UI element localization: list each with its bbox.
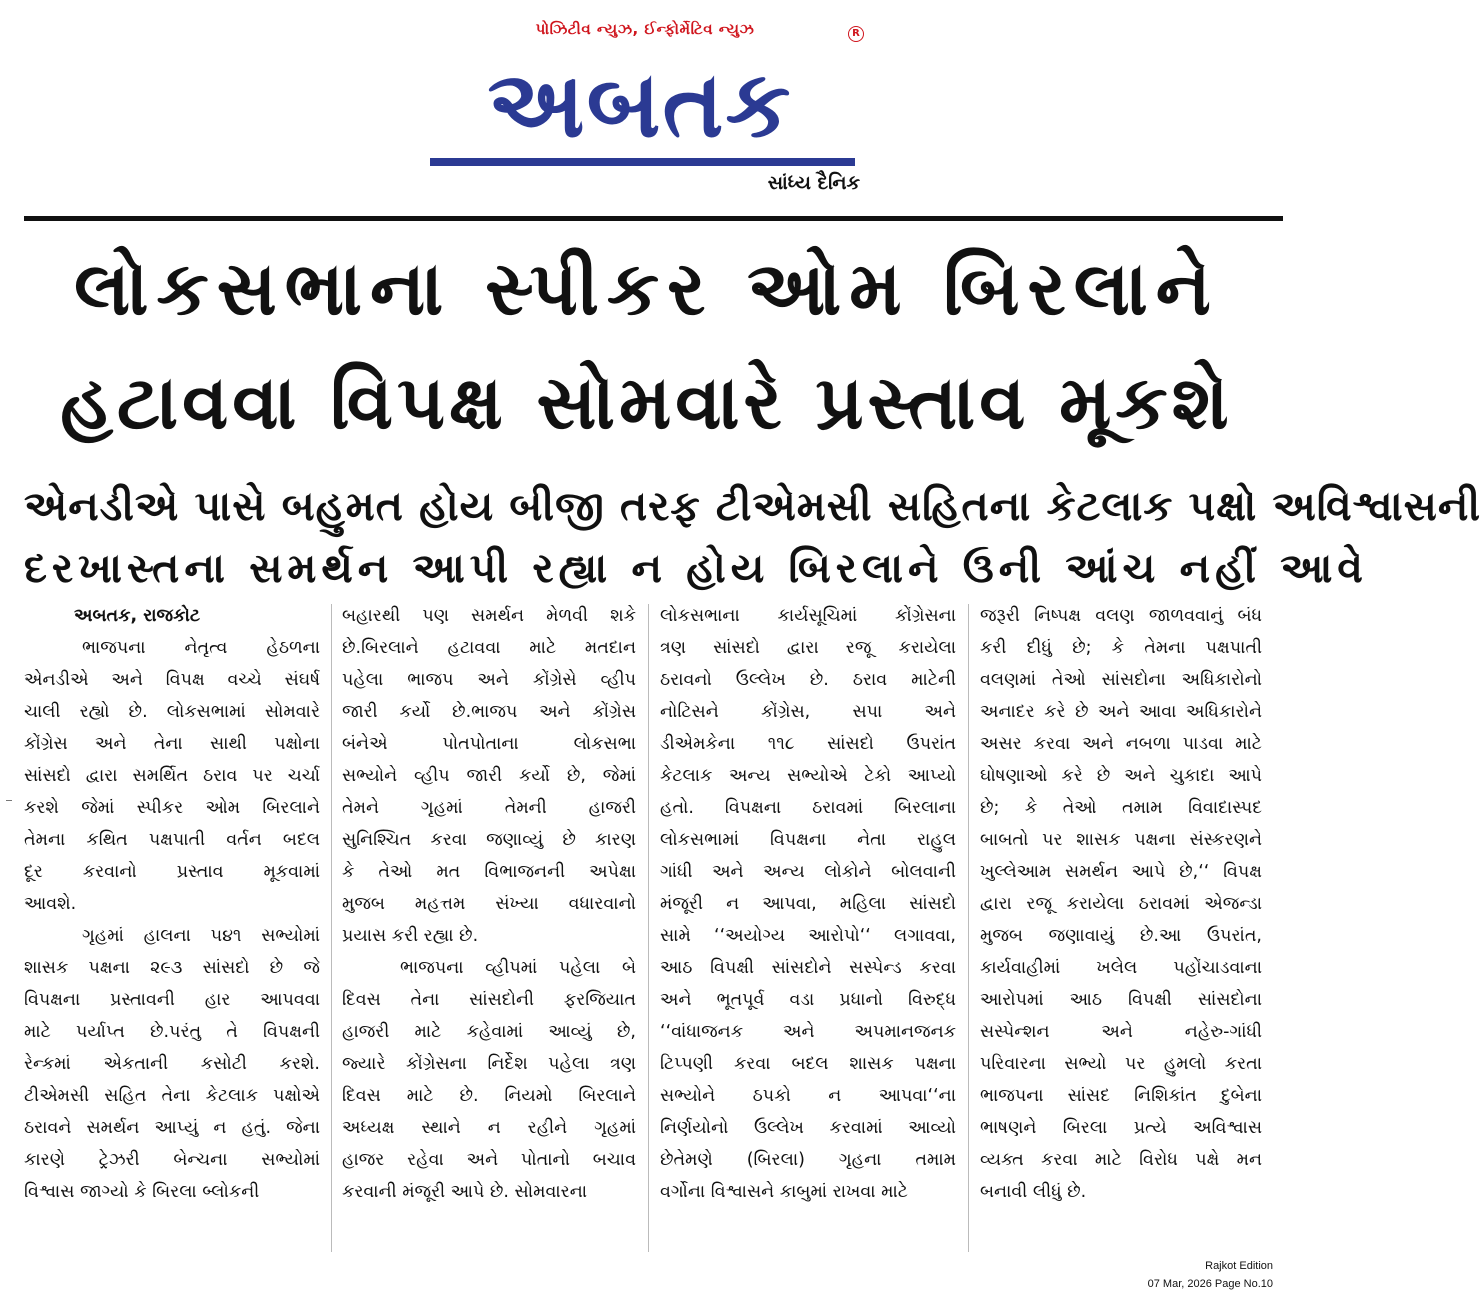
article-line: ભાજપના નેતૃત્વ હેઠળના — [82, 638, 320, 658]
footer-edition: Rajkot Edition — [1205, 1260, 1273, 1272]
article-line: ચાલી રહ્યો છે. લોકસભામાં સોમવારે — [24, 702, 320, 722]
masthead-logo-text: અબતક — [487, 51, 793, 158]
article-line: ત્રણ સાંસદો દ્વારા રજૂ કરાયેલા — [660, 638, 956, 658]
article-line: અનાદર કરે છે અને આવા અધિકારોને — [980, 702, 1262, 722]
article-line: વર્ગોના વિશ્વાસને કાબુમાં રાખવા માટે — [660, 1182, 908, 1202]
article-line: પ્રયાસ કરી રહ્યા છે. — [342, 926, 479, 946]
article-line: માટે પર્યાપ્ત છે.પરંતુ તે વિપક્ષની — [24, 1022, 320, 1042]
article-line: બહારથી પણ સમર્થન મેળવી શકે — [342, 606, 636, 626]
article-line: ભાજપના સાંસદ નિશિકાંત દુબેના — [980, 1086, 1262, 1106]
article-line: મુજબ જણાવાયું છે.આ ઉપરાંત, — [980, 926, 1262, 946]
article-line: ‘‘વાંધાજનક અને અપમાનજનક — [660, 1022, 956, 1042]
article-line: ગાંધી અને અન્ય લોકોને બોલવાની — [660, 862, 956, 882]
article-line: શાસક પક્ષના ૨૯૩ સાંસદો છે જે — [24, 958, 320, 978]
article-line: બંનેએ પોતપોતાના લોકસભા — [342, 734, 636, 754]
article-line: લોકસભાના કાર્યસૂચિમાં કોંગ્રેસના — [660, 606, 956, 626]
masthead-subtitle: સાંધ્ય દૈનિક — [767, 172, 860, 194]
article-line: આવશે. — [24, 894, 77, 914]
article-line: કરી દીધું છે; કે તેમના પક્ષપાતી — [980, 638, 1262, 658]
subheadline-line-2: દરખાસ્તના સમર્થન આપી રહ્યા ન હોય બિરલાને ઉની આંચ નહીં આવે — [24, 544, 1368, 592]
registered-mark-icon: R — [848, 26, 864, 42]
article-line: કરવાની મંજૂરી આપે છે. સોમવારના — [342, 1182, 588, 1202]
article-line: લોકસભામાં વિપક્ષના નેતા રાહુલ — [660, 830, 956, 850]
article-line: આઠ વિપક્ષી સાંસદોને સસ્પેન્ડ કરવા — [660, 958, 956, 978]
article-line: કાર્યવાહીમાં ખલેલ પહોંચાડવાના — [980, 958, 1262, 978]
article-line: નિર્ણયોનો ઉલ્લેખ કરવામાં આવ્યો — [660, 1118, 956, 1138]
article-line: મુજબ મહત્તમ સંખ્યા વધારવાનો — [342, 894, 636, 914]
article-line: હાજર રહેવા અને પોતાનો બચાવ — [342, 1150, 636, 1170]
column-1-body — [24, 632, 320, 1208]
article-line: ભાજપના વ્હીપમાં પહેલા બે — [400, 958, 636, 978]
article-line: દૂર કરવાનો પ્રસ્તાવ મૂકવામાં — [24, 862, 320, 882]
article-line: સભ્યોને ઠપકો ન આપવા‘‘ના — [660, 1086, 956, 1106]
article-line: હતો. વિપક્ષના ઠરાવમાં બિરલાના — [660, 798, 956, 818]
article-line: કોંગ્રેસ અને તેના સાથી પક્ષોના — [24, 734, 320, 754]
article-line: વ્યક્ત કરવા માટે વિરોધ પક્ષે મન — [980, 1150, 1262, 1170]
article-line: અધ્યક્ષ સ્થાને ન રહીને ગૃહમાં — [342, 1118, 636, 1138]
article-line: વિપક્ષના પ્રસ્તાવની હાર આપવવા — [24, 990, 320, 1010]
article-line: બનાવી લીધું છે. — [980, 1182, 1087, 1202]
article-line: જ્યારે કોંગ્રેસના નિર્દેશ પહેલા ત્રણ — [342, 1054, 636, 1074]
article-line: નોટિસને કોંગ્રેસ, સપા અને — [660, 702, 956, 722]
margin-tick — [6, 800, 12, 801]
article-line: છેતેમણે (બિરલા) ગૃહના તમામ — [660, 1150, 956, 1170]
column-2-body — [342, 600, 636, 1208]
masthead-logo — [420, 50, 860, 160]
article-line: દિવસ માટે છે. નિયમો બિરલાને — [342, 1086, 636, 1106]
article-line: પરિવારના સભ્યો પર હુમલો કરતા — [980, 1054, 1262, 1074]
article-line: ટીએમસી સહિત તેના કેટલાક પક્ષોએ — [24, 1086, 320, 1106]
article-line: સાંસદો દ્વારા સમર્થિત ઠરાવ પર ચર્ચા — [24, 766, 320, 786]
column-3-body — [660, 600, 956, 1208]
article-line: કેટલાક અન્ય સભ્યોએ ટેકો આપ્યો — [660, 766, 956, 786]
article-line: જારી કર્યો છે.ભાજપ અને કોંગ્રેસ — [342, 702, 636, 722]
article-line: સભ્યોને વ્હીપ જારી કર્યો છે, જેમાં — [342, 766, 636, 786]
article-line: ખુલ્લેઆમ સમર્થન આપે છે,‘‘ વિપક્ષ — [980, 862, 1262, 882]
article-line: અને ભૂતપૂર્વ વડા પ્રધાનો વિરુદ્ધ — [660, 990, 956, 1010]
article-line: વિશ્વાસ જાગ્યો કે બિરલા બ્લોકની — [24, 1182, 260, 1202]
header-rule — [24, 216, 1283, 221]
article-line: છે.બિરલાને હટાવવા માટે મતદાન — [342, 638, 636, 658]
article-line: ઠરાવને સમર્થન આપ્યું ન હતું. જેના — [24, 1118, 320, 1138]
article-dateline: અબતક, રાજકોટ — [74, 606, 201, 626]
article-column-3 — [660, 600, 956, 1260]
article-line: કારણે ટ્રેઝરી બેન્ચના સભ્યોમાં — [24, 1150, 320, 1170]
article-line: દિવસ તેના સાંસદોની ફરજિયાત — [342, 990, 636, 1010]
article-line: કરશે જેમાં સ્પીકર ઓમ બિરલાને — [24, 798, 320, 818]
article-line: વલણમાં તેઓ સાંસદોના અધિકારોનો — [980, 670, 1262, 690]
article-line: રેન્કમાં એકતાની કસોટી કરશે. — [24, 1054, 320, 1074]
headline-line-2: હટાવવા વિપક્ષ સોમવારે પ્રસ્તાવ મૂકશે — [60, 360, 1233, 446]
masthead-tagline: પોઝિટીવ ન્યુઝ, ઈન્ફોર્મેટિવ ન્યુઝ — [535, 20, 755, 38]
column-divider — [968, 604, 969, 1252]
article-line: દ્વારા રજૂ કરાયેલા ઠરાવમાં એજન્ડા — [980, 894, 1262, 914]
article-line: ઠરાવનો ઉલ્લેખ છે. ઠરાવ માટેની — [660, 670, 956, 690]
article-line: પહેલા ભાજપ અને કોંગ્રેસે વ્હીપ — [342, 670, 636, 690]
article-line: અસર કરવા અને નબળા પાડવા માટે — [980, 734, 1262, 754]
article-column-1 — [24, 600, 320, 1260]
article-line: કે તેઓ મત વિભાજનની અપેક્ષા — [342, 862, 636, 882]
article-line: આરોપમાં આઠ વિપક્ષી સાંસદોના — [980, 990, 1262, 1010]
masthead — [0, 0, 1283, 214]
article-column-4 — [980, 600, 1262, 1260]
column-divider — [331, 604, 332, 1252]
article-line: સસ્પેન્શન અને નહેરુ-ગાંધી — [980, 1022, 1262, 1042]
article-line: મંજૂરી ન આપવા, મહિલા સાંસદો — [660, 894, 956, 914]
footer-date-page: 07 Mar, 2026 Page No.10 — [1147, 1278, 1273, 1290]
article-line: છે; કે તેઓ તમામ વિવાદાસ્પદ — [980, 798, 1262, 818]
article-line: ડીએમકેના ૧૧૮ સાંસદો ઉપરાંત — [660, 734, 956, 754]
article-line: બાબતો પર શાસક પક્ષના સંસ્કરણને — [980, 830, 1262, 850]
column-divider — [648, 604, 649, 1252]
article-line: હાજરી માટે કહેવામાં આવ્યું છે, — [342, 1022, 636, 1042]
article-line: જરૂરી નિષ્પક્ષ વલણ જાળવવાનું બંધ — [980, 606, 1262, 626]
article-line: ઘોષણાઓ કરે છે અને ચુકાદા આપે — [980, 766, 1262, 786]
article-line: એનડીએ અને વિપક્ષ વચ્ચે સંઘર્ષ — [24, 670, 320, 690]
column-4-body — [980, 600, 1262, 1208]
logo-underbar — [430, 158, 855, 166]
subheadline-line-1: એનડીએ પાસે બહુમત હોય બીજી તરફ ટીએમસી સહિતના કેટલાક પક્ષો અવિશ્વાસની — [24, 482, 1481, 530]
headline-line-1: લોકસભાના સ્પીકર ઓમ બિરલાને — [74, 246, 1219, 332]
article-line: તેમના કથિત પક્ષપાતી વર્તન બદલ — [24, 830, 320, 850]
article-line: ગૃહમાં હાલના ૫૪૧ સભ્યોમાં — [82, 926, 320, 946]
article-line: સામે ‘‘અયોગ્ય આરોપો‘‘ લગાવવા, — [660, 926, 956, 946]
article-line: સુનિશ્ચિત કરવા જણાવ્યું છે કારણ — [342, 830, 636, 850]
article-line: તેમને ગૃહમાં તેમની હાજરી — [342, 798, 636, 818]
article-line: ટિપ્પણી કરવા બદલ શાસક પક્ષના — [660, 1054, 956, 1074]
article-line: ભાષણને બિરલા પ્રત્યે અવિશ્વાસ — [980, 1118, 1262, 1138]
article-column-2 — [342, 600, 636, 1260]
